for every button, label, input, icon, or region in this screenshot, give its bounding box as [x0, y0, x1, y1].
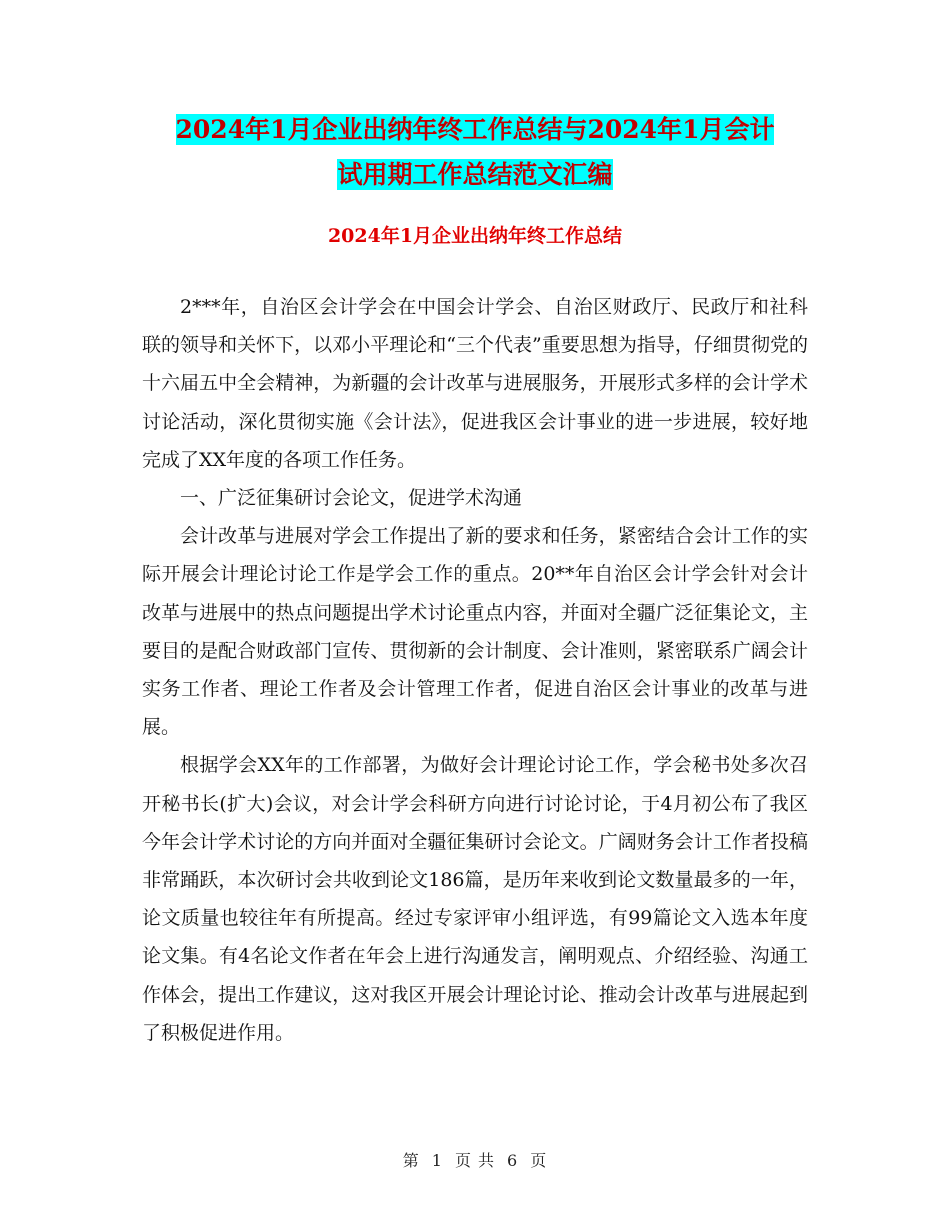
- paragraph: 会计改革与进展对学会工作提出了新的要求和任务，紧密结合会计工作的实际开展会计理论讨论工作是学会工作的重点。20**年自治区会计学会针对会计改革与进展中的热点问题提出学术讨论重点内容，并面对全疆广泛征集论文，主要目的是配合财政部门宣传、贯彻新的会计制度、会计准则，紧密联系广阔会计实务工作者、理论工作者及会计管理工作者，促进自治区会计事业的改革与进展。: [142, 525, 808, 739]
- section-heading: 2024年1月企业出纳年终工作总结: [327, 225, 623, 247]
- footer-suffix: 页: [530, 1151, 548, 1170]
- paragraph: 根据学会XX年的工作部署，为做好会计理论讨论工作，学会秘书处多次召开秘书长(扩大)会议，对会计学会科研方向进行讨论讨论，于4月初公布了我区今年会计学术讨论的方向并面对全疆征集研讨会论文。广阔财务会计工作者投稿非常踊跃，本次研讨会共收到论文186篇，是历年来收到论文数量最多的一年，论文质量也较往年有所提高。经过专家评审小组评选，有99篇论文入选本年度论文集。有4名论文作者在年会上进行沟通发言，阐明观点、介绍经验、沟通工作体会，提出工作建议，这对我区开展会计理论讨论、推动会计改革与进展起到了积极促进作用。: [142, 754, 808, 1044]
- footer-middle: 页 共: [454, 1151, 496, 1170]
- subheading-paragraph: 一、广泛征集研讨会论文，促进学术沟通: [180, 487, 523, 510]
- page-number: 1: [431, 1151, 443, 1170]
- title-highlight: 2024年1月企业出纳年终工作总结与2024年1月会计: [175, 115, 775, 144]
- document-title-line-1: [120, 108, 830, 152]
- paragraph: 2***年，自治区会计学会在中国会计学会、自治区财政厅、民政厅和社科联的领导和关怀下，以邓小平理论和“三个代表”重要思想为指导，仔细贯彻党的十六届五中全会精神，为新疆的会计改革与进展服务，开展形式多样的会计学术讨论活动，深化贯彻实施《会计法》，促进我区会计事业的进一步进展，较好地完成了XX年度的各项工作任务。: [142, 296, 808, 471]
- title-highlight: 试用期工作总结范文汇编: [337, 160, 613, 189]
- document-title-line-2: [120, 153, 830, 197]
- page-footer: [0, 1148, 950, 1171]
- footer-prefix: 第: [402, 1151, 420, 1170]
- page-total: 6: [507, 1151, 519, 1170]
- body-text: [142, 288, 808, 1052]
